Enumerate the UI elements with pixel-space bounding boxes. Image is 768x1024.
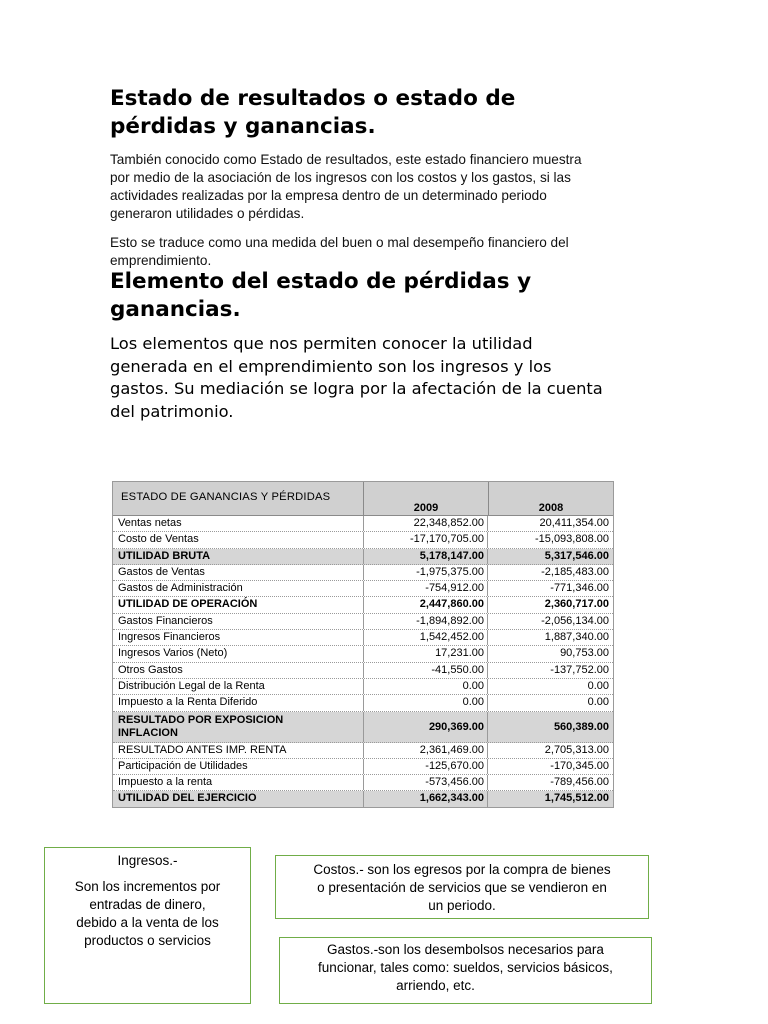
row-value-2009: -41,550.00 — [364, 663, 488, 678]
table-row — [113, 565, 613, 581]
text-line: También conocido como Estado de resultados, este estado financiero muestra — [110, 152, 582, 167]
row-value-2009: 1,662,343.00 — [364, 791, 488, 806]
row-value-2009: 290,369.00 — [364, 712, 488, 742]
table-row — [113, 759, 613, 775]
text-line: del patrimonio. — [110, 401, 234, 421]
row-value-2009: 2,361,469.00 — [364, 743, 488, 758]
text-line: debido a la venta de los — [76, 915, 219, 930]
section1-title — [110, 85, 515, 141]
text-line: funcionar, tales como: sueldos, servicios básicos, — [318, 960, 613, 975]
row-label: Gastos de Ventas — [113, 565, 364, 580]
text-line: Los elementos que nos permiten conocer la utilidad — [110, 334, 533, 353]
table-row-subtotal — [113, 712, 613, 743]
row-value-2008: 20,411,354.00 — [539, 517, 609, 529]
row-value-2009: -1,894,892.00 — [364, 614, 488, 629]
row-value-2008: 2,705,313.00 — [544, 743, 609, 756]
row-label: Gastos de Administración — [113, 581, 364, 596]
table-row — [113, 663, 613, 679]
section2-title — [110, 268, 531, 324]
section2-title-line1: Elemento del estado de pérdidas y — [110, 269, 532, 294]
ingresos-text — [45, 878, 250, 950]
row-value-2008: 0.00 — [587, 679, 609, 692]
row-value-2008: 90,753.00 — [560, 647, 609, 660]
table-row — [113, 516, 613, 532]
row-value-2008: 1,745,512.00 — [544, 792, 609, 805]
row-value-2009: -17,170,705.00 — [364, 532, 488, 547]
text-line: o presentación de servicios que se vendieron en — [317, 880, 607, 895]
table-row-subtotal — [113, 549, 613, 565]
text-line: Costos.- son los egresos por la compra de bienes — [313, 862, 611, 877]
table-row-total — [113, 791, 613, 806]
row-label — [113, 712, 364, 742]
row-value-2009: -1,975,375.00 — [364, 565, 488, 580]
text-line: un periodo. — [428, 898, 496, 913]
row-value-2008: -137,752.00 — [550, 663, 609, 676]
section1-paragraph2 — [110, 234, 569, 270]
text-line: Gastos.-son los desembolsos necesarios para — [327, 942, 604, 957]
section1-title-line2: pérdidas y ganancias. — [110, 114, 376, 139]
row-value-2009: -125,670.00 — [364, 759, 488, 774]
row-label: UTILIDAD DEL EJERCICIO — [113, 791, 364, 806]
text-line: actividades realizadas por la empresa dentro de un determinado periodo — [110, 188, 547, 203]
text-line: generaron utilidades o pérdidas. — [110, 206, 305, 221]
row-label: UTILIDAD DE OPERACIÓN — [113, 597, 364, 612]
row-label: Otros Gastos — [113, 663, 364, 678]
column-header-2008: 2008 — [538, 502, 564, 514]
text-line: productos o servicios — [84, 933, 211, 948]
costos-text — [276, 861, 648, 915]
text-line: entradas de dinero, — [89, 897, 206, 912]
row-value-2008: -15,093,808.00 — [534, 533, 609, 546]
section1-paragraph1 — [110, 151, 582, 223]
row-label: Participación de Utilidades — [113, 759, 364, 774]
section2-paragraph — [110, 333, 603, 423]
text-line: emprendimiento. — [110, 253, 212, 268]
ingresos-box — [44, 847, 251, 1004]
row-label: Ventas netas — [113, 516, 364, 531]
table-row — [113, 532, 613, 548]
row-value-2009: 5,178,147.00 — [364, 549, 488, 564]
table-row — [113, 695, 613, 711]
table-row — [113, 743, 613, 759]
table-row — [113, 581, 613, 597]
ingresos-title: Ingresos.- — [117, 853, 178, 868]
row-value-2008: -771,346.00 — [550, 582, 609, 595]
text-line: arriendo, etc. — [396, 978, 475, 993]
row-value-2008: 560,389.00 — [553, 720, 609, 733]
row-value-2008: 5,317,546.00 — [544, 549, 609, 562]
costos-box — [275, 855, 649, 919]
table-title: ESTADO DE GANANCIAS Y PÉRDIDAS — [113, 482, 364, 515]
row-value-2009: 2,447,860.00 — [364, 597, 488, 612]
row-label-line2: INFLACION — [118, 726, 178, 739]
row-label: RESULTADO ANTES IMP. RENTA — [113, 743, 364, 758]
row-label: Impuesto a la renta — [113, 775, 364, 790]
gastos-text — [280, 941, 651, 995]
row-value-2008: 1,887,340.00 — [544, 631, 609, 644]
section2-title-line2: ganancias. — [110, 297, 241, 322]
row-value-2009: 1,542,452.00 — [364, 630, 488, 645]
income-statement-table — [112, 481, 614, 808]
row-value-2009: 0.00 — [364, 695, 488, 710]
table-row — [113, 630, 613, 646]
table-row — [113, 614, 613, 630]
row-value-2008: -789,456.00 — [550, 776, 609, 789]
row-value-2009: -754,912.00 — [364, 581, 488, 596]
column-header-2009: 2009 — [364, 482, 489, 515]
table-row — [113, 646, 613, 662]
text-line: gastos. Su mediación se logra por la afectación de la cuenta — [110, 379, 603, 398]
table-row-subtotal — [113, 597, 613, 613]
table-row — [113, 775, 613, 791]
row-value-2009: -573,456.00 — [364, 775, 488, 790]
text-line: Esto se traduce como una medida del buen o mal desempeño financiero del — [110, 235, 569, 250]
table-row — [113, 679, 613, 695]
row-label: Impuesto a la Renta Diferido — [113, 695, 364, 710]
row-value-2009: 17,231.00 — [364, 646, 488, 661]
row-value-2008: 2,360,717.00 — [544, 598, 609, 611]
row-label: Gastos Financieros — [113, 614, 364, 629]
row-value-2008: -2,056,134.00 — [541, 614, 609, 627]
row-value-2008: 0.00 — [587, 696, 609, 709]
text-line: Son los incrementos por — [74, 879, 221, 894]
row-label: Costo de Ventas — [113, 532, 364, 547]
row-label: Distribución Legal de la Renta — [113, 679, 364, 694]
row-label-line1: RESULTADO POR EXPOSICION — [118, 713, 284, 726]
row-label: Ingresos Varios (Neto) — [113, 646, 364, 661]
row-value-2008: -170,345.00 — [550, 759, 609, 772]
row-label: UTILIDAD BRUTA — [113, 549, 364, 564]
row-value-2008: -2,185,483.00 — [541, 565, 609, 578]
row-value-2009: 22,348,852.00 — [364, 516, 488, 531]
gastos-box — [279, 937, 652, 1004]
row-value-2009: 0.00 — [364, 679, 488, 694]
table-header-row — [113, 482, 613, 516]
row-label: Ingresos Financieros — [113, 630, 364, 645]
text-line: por medio de la asociación de los ingresos con los costos y los gastos, si las — [110, 170, 571, 185]
section1-title-line1: Estado de resultados o estado de — [110, 86, 516, 111]
text-line: generada en el emprendimiento son los ingresos y los — [110, 356, 552, 376]
